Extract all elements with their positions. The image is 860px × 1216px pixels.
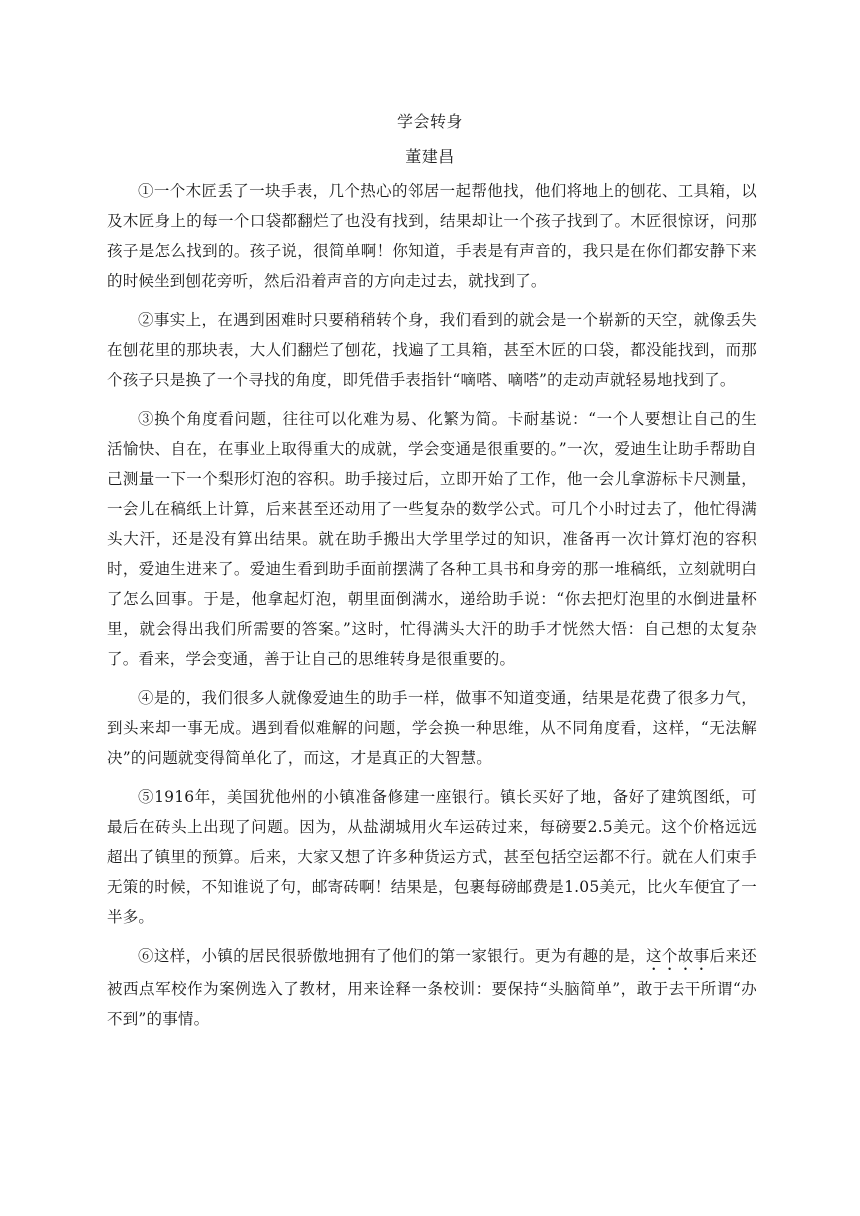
paragraph-2: ②事实上，在遇到困难时只要稍稍转个身，我们看到的就会是一个崭新的天空，就像丢失在刨花里的那块表，大人们翻烂了刨花，找遍了工具箱，甚至木匠的口袋，都没能找到，而那个孩子只是换了一个寻找的角度，即凭借手表指针“嘀嗒、嘀嗒”的走动声就轻易地找到了。 bbox=[107, 311, 757, 389]
paragraph-1: ①一个木匠丢了一块手表，几个热心的邻居一起帮他找，他们将地上的刨花、工具箱，以及木匠身上的每一个口袋都翻烂了也没有找到，结果却让一个孩子找到了。木匠很惊讶，问那孩子是怎么找到的。孩子说，很简单啊！你知道，手表是有声音的，我只是在你们都安静下来的时候坐到刨花旁听，然后沿着声音的方向走过去，就找到了。 bbox=[107, 182, 757, 290]
article-body bbox=[107, 176, 757, 1043]
paragraph-3: ③换个角度看问题，往往可以化难为易、化繁为简。卡耐基说：“一个人要想让自己的生活愉快、自在，在事业上取得重大的成就，学会变通是很重要的。”一次，爱迪生让助手帮助自己测量一下一个梨形灯泡的容积。助手接过后，立即开始了工作，他一会儿拿游标卡尺测量，一会儿在稿纸上计算，后来甚至还动用了一些复杂的数学公式。可几个小时过去了，他忙得满头大汗，还是没有算出结果。就在助手搬出大学里学过的知识，准备再一次计算灯泡的容积时，爱迪生进来了。爱迪生看到助手面前摆满了各种工具书和身旁的那一堆稿纸，立刻就明白了怎么回事。于是，他拿起灯泡，朝里面倒满水，递给助手说：“你去把灯泡里的水倒进量杯里，就会得出我们所需要的答案。”这时，忙得满头大汗的助手才恍然大悟：自己想的太复杂了。看来，学会变通，善于让自己的思维转身是很重要的。 bbox=[107, 410, 757, 668]
paragraph-6 bbox=[107, 941, 757, 1034]
paragraph-4: ④是的，我们很多人就像爱迪生的助手一样，做事不知道变通，结果是花费了很多力气，到头来却一事无成。遇到看似难解的问题，学会换一种思维，从不同角度看，这样，“无法解决”的问题就变得简单化了，而这，才是真正的大智慧。 bbox=[107, 689, 757, 767]
article-author: 董建昌 bbox=[405, 147, 455, 166]
paragraph-6-after: 后来还被西点军校作为案例选入了教材，用来诠释一条校训：要保持“头脑简单”，敢于去干所谓“办不到”的事情。 bbox=[107, 947, 757, 1028]
paragraph-6-before: ⑥这样，小镇的居民很骄傲地拥有了他们的第一家银行。更为有趣的是， bbox=[138, 947, 647, 965]
emphasized-phrase: 这个故事 bbox=[646, 947, 710, 965]
paragraph-5: ⑤1916年，美国犹他州的小镇准备修建一座银行。镇长买好了地，备好了建筑图纸，可最后在砖头上出现了问题。因为，从盐湖城用火车运砖过来，每磅要2.5美元。这个价格远远超出了镇里的预算。后来，大家又想了许多种货运方式，甚至包括空运都不行。就在人们束手无策的时候，不知谁说了句，邮寄砖啊！结果是，包裹每磅邮费是1.05美元，比火车便宜了一半多。 bbox=[107, 788, 757, 926]
article-title: 学会转身 bbox=[396, 112, 463, 131]
